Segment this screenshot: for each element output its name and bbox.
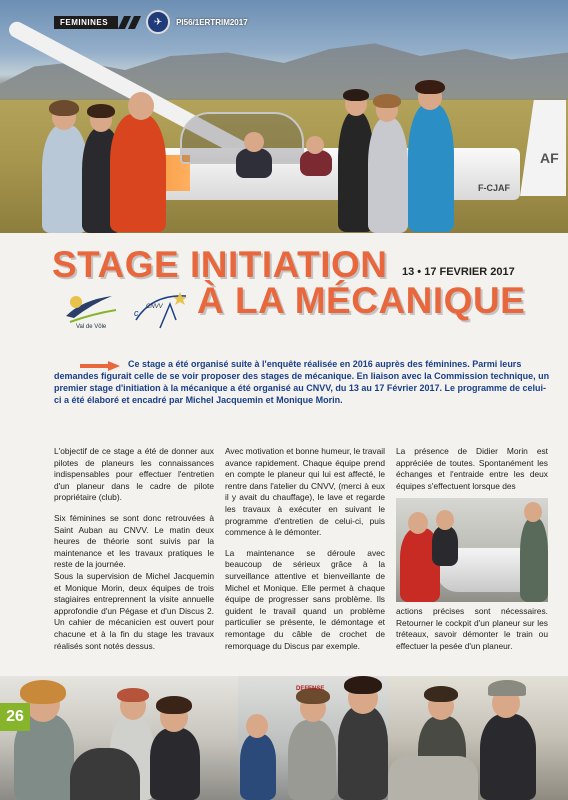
person-head	[306, 136, 324, 154]
glider-cockpit	[70, 748, 140, 800]
person-hair	[343, 89, 369, 101]
section-label: FEMININES	[54, 16, 118, 29]
glider-registration: F-CJAF	[478, 183, 510, 193]
svg-text:c: c	[134, 308, 139, 318]
person	[240, 734, 276, 800]
person-hair	[87, 104, 115, 118]
person	[520, 518, 548, 602]
person-hair	[49, 100, 79, 116]
intro-paragraph: Ce stage a été organisé suite à l'enquête réalisée en 2016 auprès des féminines. Parmi leurs demandes figurait celle de se voir proposer des stages de mécanique. En liaison avec la Commission technique, un premier stage d'initiation à la mécanique a été organisé au CNVV, du 13 au 17 Février 2017. Le programme de celui-ci a été élaboré et encadré par Michel Jacquemin et Monique Morin.	[54, 359, 550, 405]
workshop-photo	[396, 498, 548, 602]
person-hair	[488, 680, 526, 696]
person-hair	[344, 676, 382, 694]
person-hair	[373, 94, 401, 108]
workshop-photo	[0, 676, 238, 800]
ffvv-emblem-icon: ✈	[146, 10, 170, 34]
person-head	[246, 714, 268, 738]
section-header	[54, 15, 248, 29]
partner-logos	[62, 288, 192, 336]
person	[432, 526, 458, 566]
text-column-1	[54, 446, 214, 661]
workshop-photo	[238, 676, 388, 800]
title-line-1: STAGE INITIATION	[52, 244, 388, 285]
person-head	[408, 512, 428, 534]
val-de-vole-text: Val de Vôle	[76, 324, 107, 330]
person	[236, 148, 272, 178]
glider-part	[388, 756, 478, 800]
person	[110, 114, 166, 232]
person-head	[128, 92, 154, 120]
person-hair	[424, 686, 458, 702]
body-paragraph: L'objectif de ce stage a été de donner aux pilotes de planeurs les connaissances indispensables pour effectuer l'entretien d'un planeur dans le cadre de pilote propriétaire (club).	[54, 446, 214, 503]
article-date: 13 • 17 FEVRIER 2017	[402, 266, 515, 278]
person	[338, 706, 388, 800]
body-paragraph: Six féminines se sont donc retrouvées à Saint Auban au CNVV. Le matin deux heures de théorie sont suivis par la maintenance et les travaux pratiques le reste de la journée.	[54, 512, 214, 570]
bottom-photo-strip	[0, 676, 568, 800]
body-paragraph: La présence de Didier Morin est appréciée de toutes. Spontanément les échanges et l'entraide entre les deux équipes s'effectuent lorsque des	[396, 446, 548, 491]
title-line-2: À LA MÉCANIQUE	[197, 280, 526, 321]
person-hair	[117, 688, 149, 702]
person-hair	[156, 696, 192, 714]
person-head	[244, 132, 264, 152]
person	[368, 118, 408, 233]
cnvv-text: CNVV	[146, 304, 163, 310]
person	[150, 728, 200, 800]
person	[288, 720, 336, 800]
text-column-2	[225, 446, 385, 661]
cnvv-logo-icon	[130, 290, 190, 334]
body-paragraph: Avec motivation et bonne humeur, le travail avance rapidement. Chaque équipe prend en compte le planeur qui lui est affecté, le rentre dans l'atelier du CNVV, (merci à eux il y avait du chauffage), le lave et regarde les travaux à exécuter en suivant le programme d'entretien de celui-ci, puis commence à le démonter.	[225, 446, 385, 538]
sign-text: DEFENSE	[296, 686, 325, 692]
body-paragraph: actions précises sont nécessaires. Retourner le cockpit d'un planeur sur les tréteaux, savoir démonter le train ou effectuer la pesée d'un planeur.	[396, 606, 548, 651]
person-hair	[20, 680, 66, 704]
body-paragraph: La maintenance se déroule avec beaucoup de sérieux grâce à la surveillance attentive et bienveillante de Michel et Monique. Elle permet à chaque équipe de progresser sans problème. Ils guident le travail quand un problème particulier se présente, le démontage et remontage du câble de crochet de remorquage du Discus par exemple.	[225, 547, 385, 651]
workshop-photo	[388, 676, 568, 800]
page-number-badge: 26	[0, 703, 30, 731]
body-paragraph: Sous la supervision de Michel Jacquemin et Monique Morin, deux équipes de trois stagiaires entreprennent la visite annuelle approfondie d'un Pégase et d'un Discus 2. Un cahier de mécanicien est ouvert pour chacune et à la fin du stage les travaux réalisés sont notés dessus.	[54, 570, 214, 651]
person-head	[436, 510, 454, 530]
person-hair	[415, 80, 445, 94]
tail-code: AF	[540, 150, 559, 166]
person	[408, 104, 454, 232]
hero-photo	[0, 0, 568, 233]
person	[480, 714, 536, 800]
text-column-3	[396, 446, 548, 501]
person-head	[524, 502, 542, 522]
issue-code: PI56/1ERTRIM2017	[176, 17, 248, 27]
